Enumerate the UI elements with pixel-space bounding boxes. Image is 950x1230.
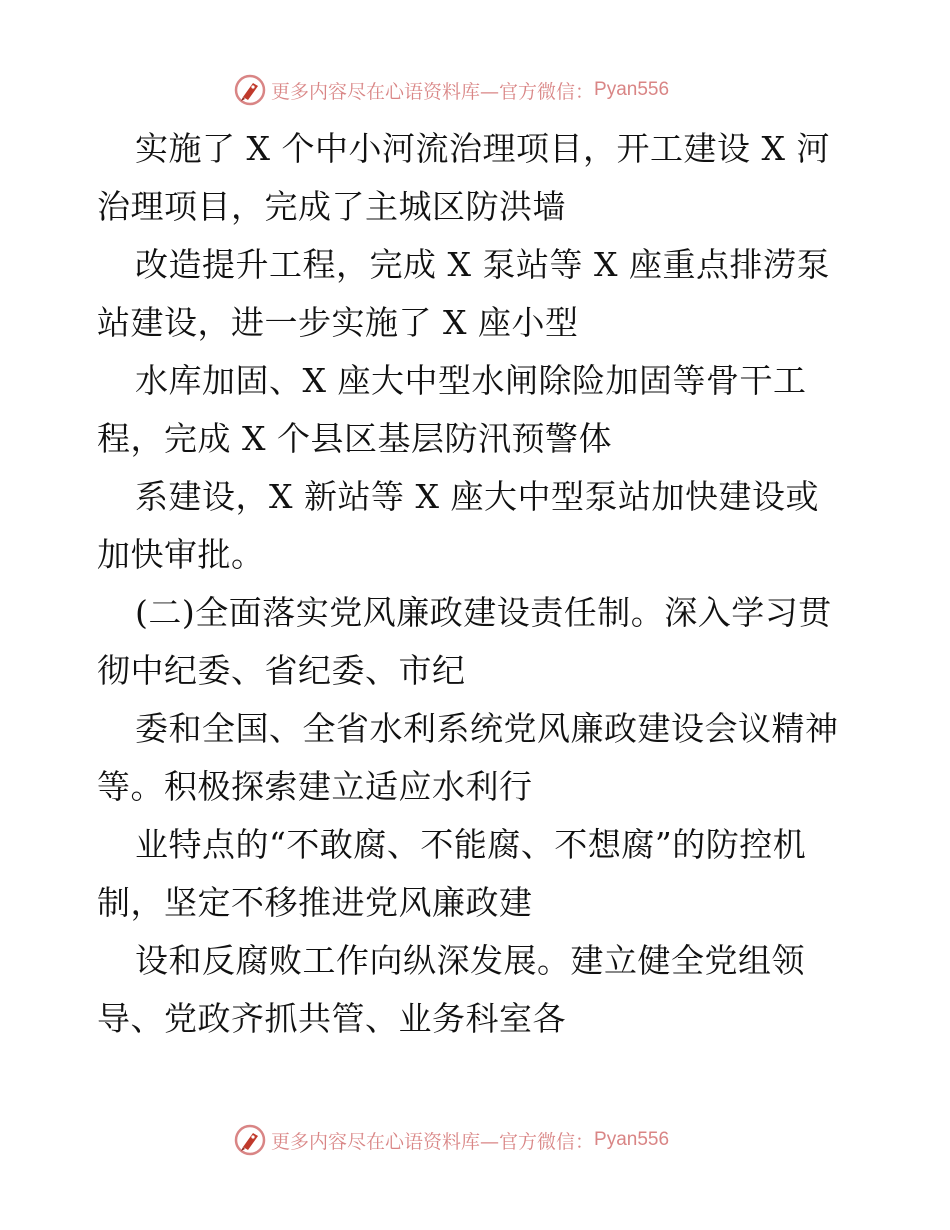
text-line: 系建设，X 新站等 X 座大中型泵站加快建设或 — [135, 477, 819, 516]
text-line: 改造提升工程，完成 X 泵站等 X 座重点排涝泵 — [135, 245, 830, 284]
pen-nib-logo-icon — [233, 73, 267, 107]
text-line: 导、党政齐抓共管、业务科室各 — [97, 999, 566, 1038]
watermark-text: 更多内容尽在心语资料库—官方微信： — [271, 1130, 595, 1153]
text-line: 程，完成 X 个县区基层防汛预警体 — [97, 419, 612, 458]
document-body — [97, 120, 857, 1048]
text-line: 加快审批。 — [97, 535, 265, 574]
watermark-contact: Pyan556 — [594, 79, 670, 100]
pen-nib-logo-icon — [233, 1123, 267, 1157]
text-line: 彻中纪委、省纪委、市纪 — [97, 651, 466, 690]
header-watermark — [233, 73, 669, 107]
text-line: 设和反腐败工作向纵深发展。建立健全党组领 — [135, 941, 805, 980]
text-line: 水库加固、X 座大中型水闸除险加固等骨干工 — [135, 361, 807, 400]
text-line: (二)全面落实党风廉政建设责任制。深入学习贯 — [135, 593, 832, 632]
text-line: 制，坚定不移推进党风廉政建 — [97, 883, 533, 922]
text-line: 等。积极探索建立适应水利行 — [97, 767, 533, 806]
watermark-contact: Pyan556 — [594, 1129, 670, 1150]
text-line: 委和全国、全省水利系统党风廉政建设会议精神 — [135, 709, 839, 748]
footer-watermark — [233, 1123, 669, 1157]
text-line: 治理项目，完成了主城区防洪墙 — [97, 187, 566, 226]
text-line: 站建设，进一步实施了 X 座小型 — [97, 303, 579, 342]
text-line: 实施了 X 个中小河流治理项目，开工建设 X 河 — [135, 129, 830, 168]
text-line: 业特点的“不敢腐、不能腐、不想腐”的防控机 — [135, 825, 807, 864]
watermark-text: 更多内容尽在心语资料库—官方微信： — [271, 80, 595, 103]
